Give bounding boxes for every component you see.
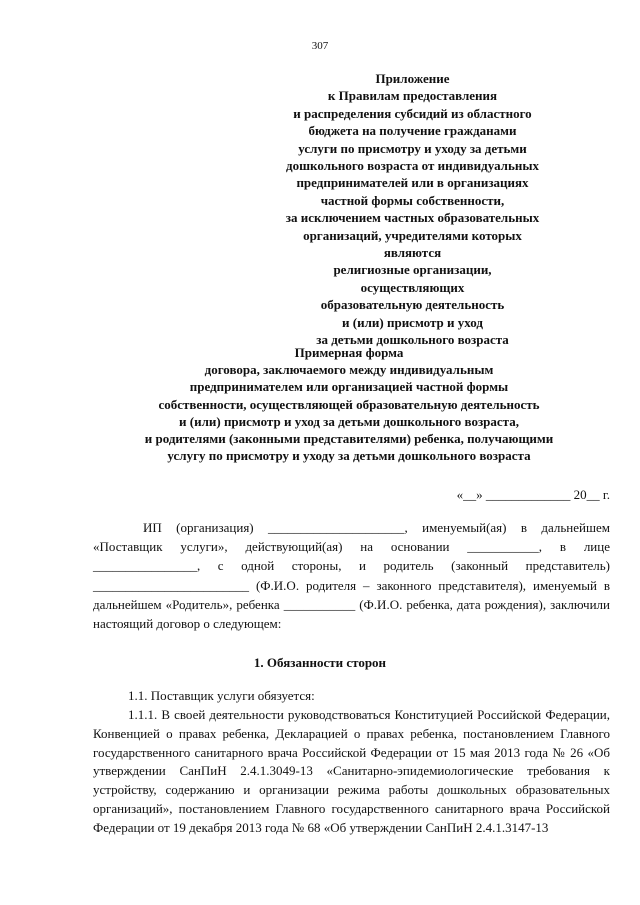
appendix-line: религиозные организации, осуществляющих	[333, 262, 492, 295]
form-title-line: собственности, осуществляющей образовательную деятельность	[158, 396, 540, 412]
appendix-line: предпринимателей или в организациях	[296, 175, 529, 191]
form-title-line: Примерная форма	[294, 345, 404, 360]
appendix-line: за исключением частных образовательных	[285, 210, 540, 226]
appendix-line: бюджета на получение гражданами	[308, 123, 517, 139]
clause-1-1-1: 1.1.1. В своей деятельности руководствоваться Конституцией Российской Федерации, Конвенцией о правах ребенка, Декларацией о правах ребенка, постановлением Главного государственного санитарного врача Российской Федерации от 15 мая 2013 года № 26 «Об утверждении СанПиН 2.4.1.3049-13 «Санитарно-эпидемиологические требования к устройству, содержанию и организации режима работы дошкольных образовательных организаций», постановлением Главного государственного санитарного врача Российской Федерации от 19 декабря 2013 года № 68 «Об утверждении СанПиН 2.4.1.3147-13	[93, 707, 610, 835]
form-title	[90, 344, 608, 464]
appendix-line: частной формы собственности,	[320, 192, 505, 208]
form-title-line: и родителями (законными представителями) ребенка, получающими	[144, 431, 554, 447]
appendix-line: к Правилам предоставления	[327, 88, 498, 104]
appendix-line: услуги по присмотру и уходу за детьми	[298, 140, 527, 156]
appendix-line: за детьми дошкольного возраста	[316, 332, 509, 348]
appendix-line: организаций, учредителями которых являются	[303, 227, 522, 261]
appendix-line: и (или) присмотр и уход	[342, 314, 483, 330]
appendix-line: дошкольного возраста от индивидуальных	[286, 158, 539, 174]
section-heading-obligations: 1. Обязанности сторон	[253, 655, 387, 670]
contract-date-line: «__» _____________ 20__ г.	[456, 487, 610, 502]
form-title-line: договора, заключаемого между индивидуальным	[204, 362, 494, 378]
clause-1-1: 1.1. Поставщик услуги обязуется:	[128, 688, 315, 703]
form-title-line: предпринимателем или организацией частной формы	[189, 379, 509, 395]
form-title-line: услугу по присмотру и уходу за детьми дошкольного возраста	[167, 448, 531, 464]
contract-intro-paragraph: ИП (организация) _____________________, именуемый(ая) в дальнейшем «Поставщик услуги», действующий(ая) на основании ___________, в лице ________________, с одной стороны, и родитель (законный представитель) ________________________ (Ф.И.О. родителя – законного представителя), именуемый в дальнейшем «Родитель», ребенка ___________ (Ф.И.О. ребенка, дата рождения), заключили настоящий договор о следующем:	[93, 520, 610, 632]
page-number: 307	[311, 40, 329, 52]
appendix-line: и распределения субсидий из областного	[293, 105, 532, 121]
form-title-line: и (или) присмотр и уход за детьми дошкольного возраста,	[179, 413, 519, 429]
appendix-line: Приложение	[375, 71, 450, 86]
appendix-line: образовательную деятельность	[320, 297, 505, 313]
appendix-heading	[280, 70, 545, 349]
